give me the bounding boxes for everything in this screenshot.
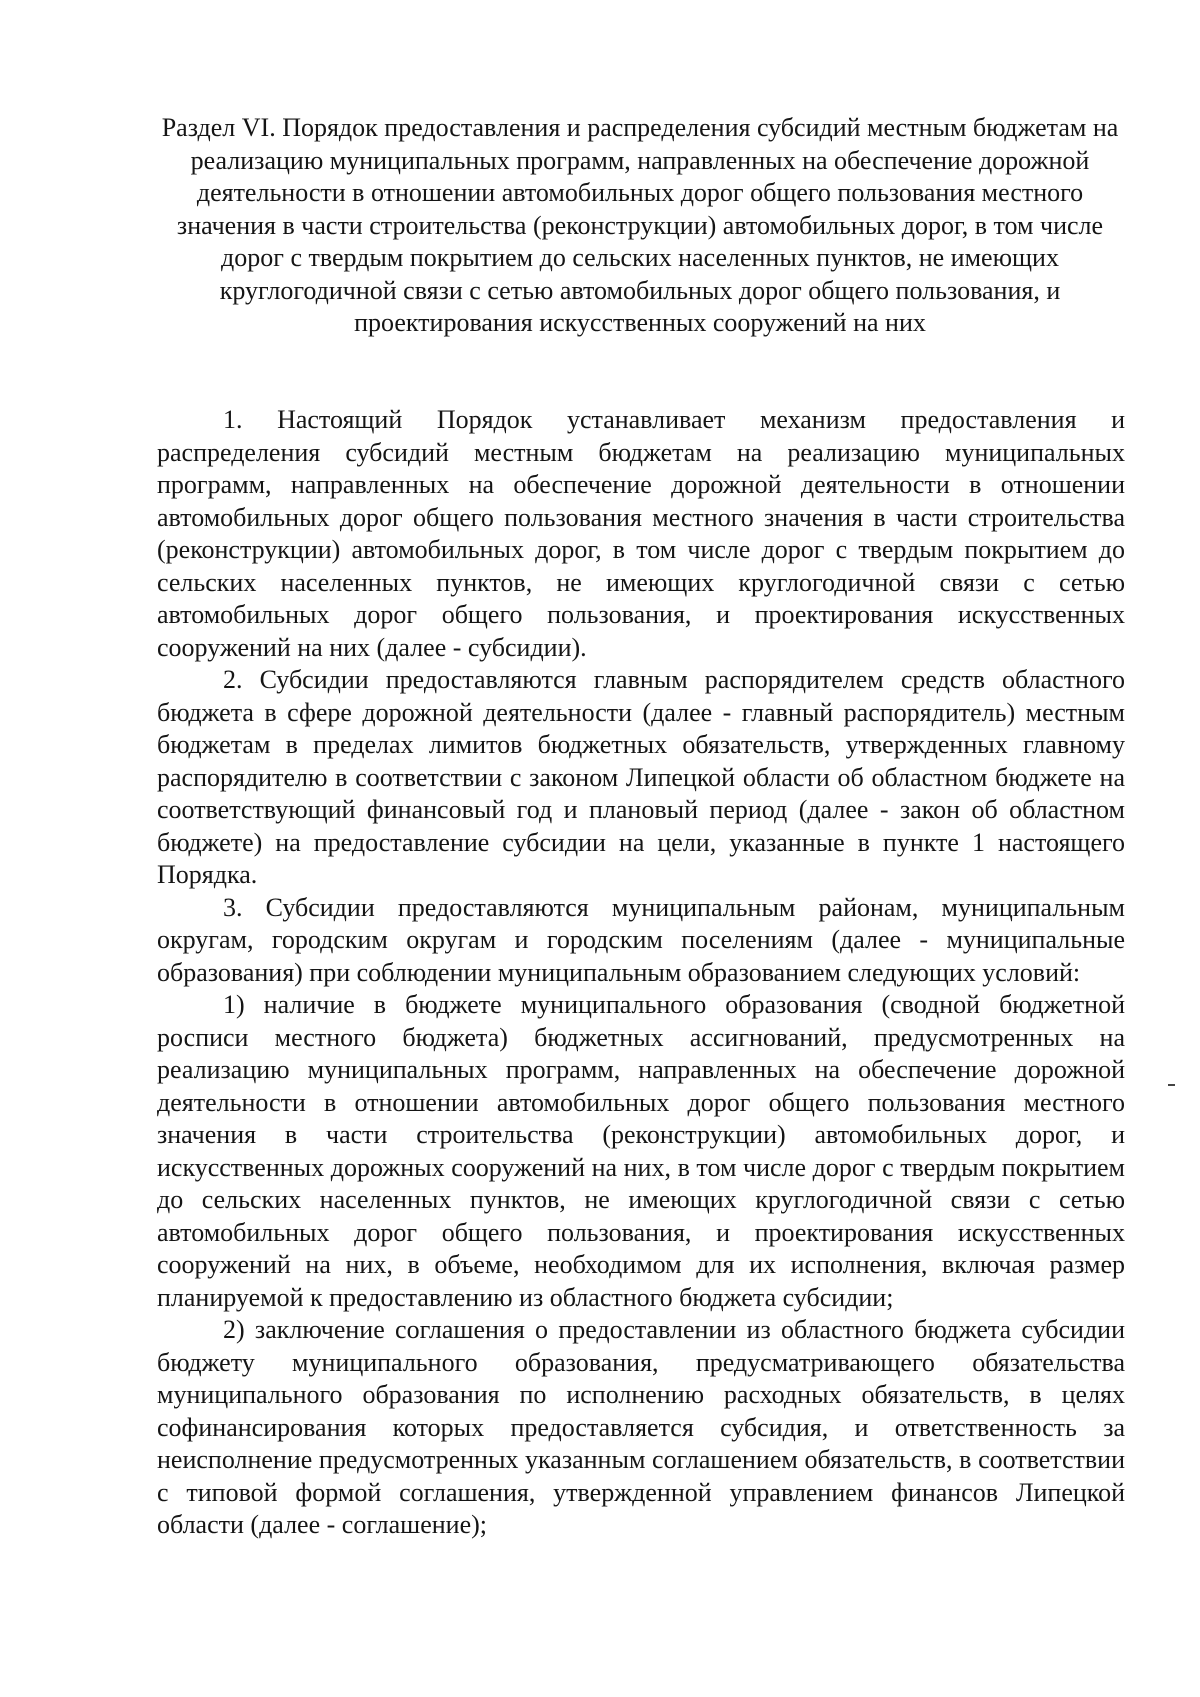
paragraph-1: 1. Настоящий Порядок устанавливает механизм предоставления и распределения субсидий местным бюджетам на реализацию муниципальных программ, направленных на обеспечение дорожной деятельности в отношении автомобильных дорог общего пользования местного значения в части строительства (реконструкции) автомобильных дорог, в том числе дорог с твердым покрытием до сельских населенных пунктов, не имеющих круглогодичной связи с сетью автомобильных дорог общего пользования, и проектирования искусственных сооружений на них (далее - субсидии). (157, 405, 1125, 662)
paragraph-3: 3. Субсидии предоставляются муниципальным районам, муниципальным округам, городским округам и городским поселениям (далее - муниципальные образования) при соблюдении муниципальным образованием следующих условий: (157, 892, 1125, 987)
scan-artifact-mark (1168, 1084, 1175, 1086)
paragraph-2: 2. Субсидии предоставляются главным распорядителем средств областного бюджета в сфере дорожной деятельности (далее - главный распорядитель) местным бюджетам в пределах лимитов бюджетных обязательств, утвержденных главному распорядителю в соответствии с законом Липецкой области об областном бюджете на соответствующий финансовый год и плановый период (далее - закон об областном бюджете) на предоставление субсидии на цели, указанные в пункте 1 настоящего Порядка. (157, 665, 1125, 889)
paragraph-3-condition-2: 2) заключение соглашения о предоставлении из областного бюджета субсидии бюджету муниципального образования, предусматривающего обязательства муниципального образования по исполнению расходных обязательств, в целях софинансирования которых предоставляется субсидия, и ответственность за неисполнение предусмотренных указанным соглашением обязательств, в соответствии с типовой формой соглашения, утвержденной управлением финансов Липецкой области (далее - соглашение); (157, 1315, 1125, 1539)
section-title: Раздел VI. Порядок предоставления и распределения субсидий местным бюджетам на реализацию муниципальных программ, направленных на обеспечение дорожной деятельности в отношении автомобильных дорог общего пользования местного значения в части строительства (реконструкции) автомобильных дорог, в том числе дорог с твердым покрытием до сельских населенных пунктов, не имеющих круглогодичной связи с сетью автомобильных дорог общего пользования, и проектирования искусственных сооружений на них (161, 113, 1119, 337)
document-body (157, 404, 1125, 1542)
paragraph-3-condition-1: 1) наличие в бюджете муниципального образования (сводной бюджетной росписи местного бюджета) бюджетных ассигнований, предусмотренных на реализацию муниципальных программ, направленных на обеспечение дорожной деятельности в отношении автомобильных дорог общего пользования местного значения в части строительства (реконструкции) автомобильных дорог, и искусственных дорожных сооружений на них, в том числе дорог с твердым покрытием до сельских населенных пунктов, не имеющих круглогодичной связи с сетью автомобильных дорог общего пользования, и проектирования искусственных сооружений на них, в объеме, необходимом для их исполнения, включая размер планируемой к предоставлению из областного бюджета субсидии; (157, 990, 1125, 1312)
